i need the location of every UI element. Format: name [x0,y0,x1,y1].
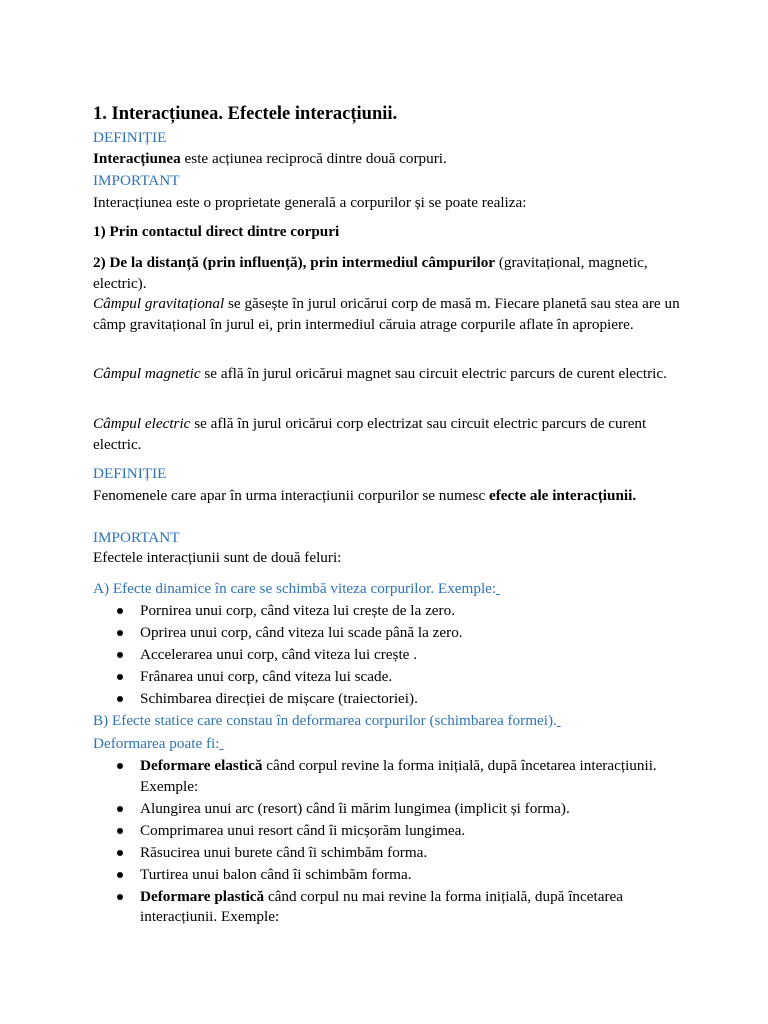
list-item-elastic: Deformare elastică când corpul revine la forma inițială, după încetarea interacțiunii. Exemple: [93,756,683,797]
list-item: Turtirea unui balon când îi schimbăm forma. [93,865,683,886]
bullet-icon [117,828,123,834]
electric-field-paragraph: Câmpul electric se află în jurul oricărui corp electrizat sau circuit electric parcurs de curent electric. [93,415,647,453]
static-effects-list [93,756,683,928]
list-item: Alungirea unui arc (resort) când îi mărim lungimea (implicit și forma). [93,799,683,820]
bullet-icon [117,894,123,900]
gravitational-field-paragraph: Câmpul gravitațional se găsește în jurul oricărui corp de masă m. Fiecare planetă sau stea are un câmp gravitațional în jurul ei, prin intermediul căruia atrage corpurile aflate în apropiere. [93,295,680,333]
list-item: Comprimarea unui resort când îi micșorăm lungimea. [93,821,683,842]
important-text: Interacțiunea este o proprietate generală a corpurilor și se poate realiza: [93,194,527,211]
list-item: Frânarea unui corp, când viteza lui scade. [93,667,683,688]
important-label: IMPORTANT [93,172,180,189]
bullet-icon [117,763,123,769]
list-item: Pornirea unui corp, când viteza lui crește de la zero. [93,601,683,622]
list-item: Accelerarea unui corp, când viteza lui crește . [93,645,683,666]
bullet-icon [117,872,123,878]
definition-effects: Fenomenele care apar în urma interacțiunii corpurilor se numesc efecte ale interacțiunii. [93,487,637,504]
list-item: Oprirea unui corp, când viteza lui scade până la zero. [93,623,683,644]
important-label-2: IMPORTANT [93,529,180,546]
mode-distance: 2) De la distanță (prin influență), prin intermediul câmpurilor (gravitațional, magnetic, electric). [93,254,648,292]
deformation-subheading: Deformarea poate fi: [93,735,220,752]
static-effects-heading: B) Efecte statice care constau în deformarea corpurilor (schimbarea formei). [93,712,557,729]
bullet-icon [117,608,123,614]
bullet-icon [117,806,123,812]
list-item-plastic: Deformare plastică când corpul nu mai revine la forma inițială, după încetarea interacțiunii. Exemple: [93,887,683,928]
magnetic-field-paragraph: Câmpul magnetic se află în jurul oricărui magnet sau circuit electric parcurs de curent electric. [93,365,667,382]
bullet-icon [117,674,123,680]
bullet-icon [117,630,123,636]
page-title: 1. Interacțiunea. Efectele interacțiunii. [93,104,398,124]
definition-interaction: Interacțiunea este acțiunea reciprocă dintre două corpuri. [93,150,447,167]
list-item: Schimbarea direcției de mișcare (traiectoriei). [93,689,683,710]
definition-label: DEFINIȚIE [93,129,167,146]
definition-label-2: DEFINIȚIE [93,465,167,482]
bullet-icon [117,652,123,658]
mode-direct-contact: 1) Prin contactul direct dintre corpuri [93,223,340,240]
dynamic-effects-heading: A) Efecte dinamice în care se schimbă viteza corpurilor. Exemple: [93,580,497,597]
term-interaction: Interacțiunea [93,150,181,167]
important-text-2: Efectele interacțiunii sunt de două feluri: [93,549,342,566]
list-item: Răsucirea unui burete când îi schimbăm forma. [93,843,683,864]
bullet-icon [117,696,123,702]
bullet-icon [117,850,123,856]
dynamic-effects-list [93,601,683,710]
